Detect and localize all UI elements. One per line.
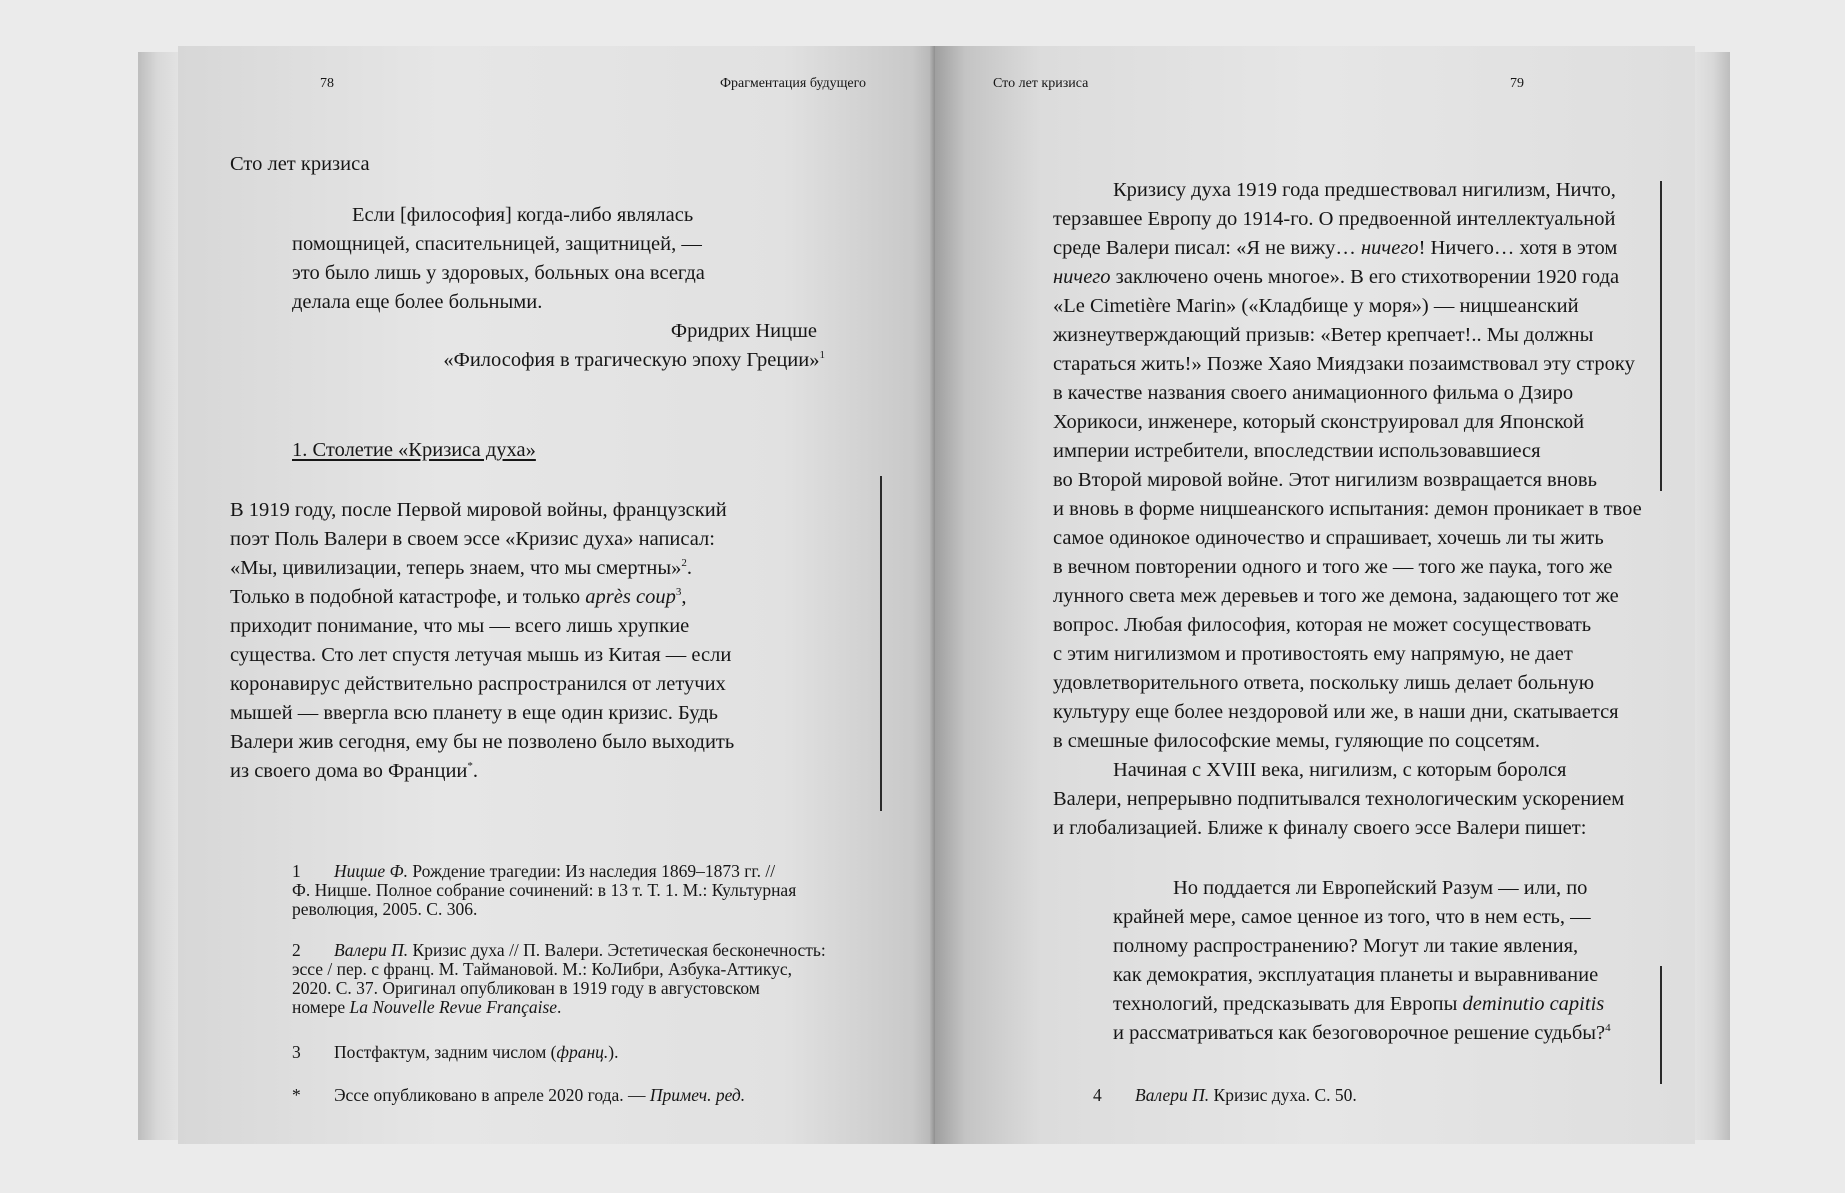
footnote-line: революция, 2005. С. 306. — [292, 899, 478, 919]
epigraph-line: Если [философия] когда-либо являлась — [352, 204, 694, 226]
body-line: «Le Cimetière Marin» («Кладбище у моря») — ницшеанский — [1053, 295, 1579, 317]
footnote-line: Эссе опубликовано в апреле 2020 года. — Примеч. ред. — [334, 1085, 746, 1105]
quote-line: крайней мере, самое ценное из того, что в нем есть, — — [1113, 906, 1591, 928]
body-line: в вечном повторении одного и того же — того же паука, того же — [1053, 556, 1613, 578]
footnote-mark: 4 — [1093, 1085, 1102, 1105]
running-head: Фрагментация будущего — [720, 76, 867, 91]
epigraph-line: делала еще более больными. — [292, 291, 543, 313]
body-line: из своего дома во Франции*. — [230, 760, 479, 782]
epigraph-line: помощницей, спасительницей, защитницей, — — [292, 233, 702, 255]
body-line: В 1919 году, после Первой мировой войны, французский — [230, 499, 727, 521]
epigraph-source: «Философия в трагическую эпоху Греции»$^1$ — [443, 349, 825, 371]
right-page — [935, 46, 1695, 1144]
body-line: самое одинокое одиночество и спрашивает, хочешь ли ты жить — [1053, 527, 1604, 549]
left-page — [178, 46, 935, 1144]
body-line: ничего заключено очень многое». В его стихотворении 1920 года — [1053, 266, 1620, 288]
body-line: и глобализацией. Ближе к финалу своего эссе Валери пишет: — [1053, 817, 1587, 839]
section-heading: 1. Столетие «Кризиса духа» — [292, 439, 536, 461]
body-line: жизнеутверждающий призыв: «Ветер крепчает!.. Мы должны — [1053, 324, 1594, 346]
footnote-ref: 4 — [1605, 1022, 1611, 1034]
body-line: существа. Сто лет спустя летучая мышь из Китая — если — [230, 644, 732, 666]
body-line: Валери жив сегодня, ему бы не позволено было выходить — [230, 731, 735, 753]
footnote-line: Постфактум, задним числом (франц.). — [334, 1042, 619, 1062]
body-line: коронавирус действительно распространился от летучих — [230, 673, 726, 695]
quote-line: и рассматриваться как безоговорочное решение судьбы?$^4$ — [1113, 1022, 1611, 1044]
chapter-title: Сто лет кризиса — [230, 153, 370, 175]
footnote-line: 2020. С. 37. Оригинал опубликован в 1919 году в августовском — [292, 978, 760, 998]
body-line: «Мы, цивилизации, теперь знаем, что мы смертны»$^2$. — [230, 557, 692, 579]
margin-rule — [880, 476, 882, 811]
footnote-line: Ницше Ф. Рождение трагедии: Из наследия 1869–1873 гг. // — [334, 861, 776, 881]
footnote-mark: 2 — [292, 940, 301, 960]
body-line: вопрос. Любая философия, которая не может сосуществовать — [1053, 614, 1592, 636]
body-line: лунного света меж деревьев и того же демона, задающего тот же — [1053, 585, 1619, 607]
page-number: 79 — [1510, 76, 1524, 91]
body-line: мышей — ввергла всю планету в еще один кризис. Будь — [230, 702, 718, 724]
body-line: Хорикоси, инженере, который сконструировал для Японской — [1053, 411, 1585, 433]
body-line: удовлетворительного ответа, поскольку лишь делает больную — [1053, 672, 1595, 694]
quote-line: полному распространению? Могут ли такие явления, — [1113, 935, 1579, 957]
epigraph-author: Фридрих Ницше — [670, 320, 817, 342]
page-number: 78 — [320, 76, 334, 91]
footnote-mark: 3 — [292, 1042, 301, 1062]
body-line: Начиная с XVIII века, нигилизм, с которым боролся — [1113, 759, 1567, 781]
footnote-mark: * — [292, 1085, 301, 1105]
footnote-mark: 1 — [292, 861, 301, 881]
margin-rule — [1660, 181, 1662, 491]
footnote-line: эссе / пер. с франц. М. Таймановой. М.: КоЛибри, Азбука-Аттикус, — [292, 959, 792, 979]
quote-line: технологий, предсказывать для Европы deminutio capitis — [1113, 993, 1605, 1015]
body-line: приходит понимание, что мы — всего лишь хрупкие — [230, 615, 690, 637]
footnote-line: Ф. Ницше. Полное собрание сочинений: в 13 т. Т. 1. М.: Культурная — [292, 880, 797, 900]
body-line: Валери, непрерывно подпитывался технологическим ускорением — [1053, 788, 1625, 810]
body-line: и вновь в форме ницшеанского испытания: демон проникает в твое — [1053, 498, 1642, 520]
body-line: в качестве названия своего анимационного фильма о Дзиро — [1053, 382, 1574, 404]
body-line: с этим нигилизмом и противостоять ему напрямую, не дает — [1053, 643, 1573, 665]
body-line: культуру еще более нездоровой или же, в наши дни, скатывается — [1053, 701, 1619, 723]
margin-rule — [1660, 966, 1662, 1084]
body-line: среде Валери писал: «Я не вижу… ничего! Ничего… хотя в этом — [1053, 237, 1618, 259]
quote-line: как демократия, эксплуатация планеты и выравнивание — [1113, 964, 1599, 986]
body-line: терзавшее Европу до 1914-го. О предвоенной интеллектуальной — [1053, 208, 1616, 230]
body-line: Кризису духа 1919 года предшествовал нигилизм, Ничто, — [1113, 179, 1616, 201]
body-line: Только в подобной катастрофе, и только après coup$^3$, — [230, 586, 687, 608]
quote-line: Но поддается ли Европейский Разум — или, по — [1173, 877, 1588, 899]
body-line: в смешные философские мемы, гуляющие по соцсетям. — [1053, 730, 1540, 752]
footnote-ref: 1 — [819, 349, 825, 361]
body-line: империи истребители, впоследствии использовавшиеся — [1053, 440, 1541, 462]
body-line: во Второй мировой войне. Этот нигилизм возвращается вновь — [1053, 469, 1597, 491]
body-line: стараться жить!» Позже Хаяо Миядзаки позаимствовал эту строку — [1053, 353, 1635, 375]
footnote-line: номере La Nouvelle Revue Française. — [292, 997, 562, 1017]
footnote-line: Валери П. Кризис духа. С. 50. — [1135, 1085, 1357, 1105]
body-line: поэт Поль Валери в своем эссе «Кризис духа» написал: — [230, 528, 715, 550]
footnote-line: Валери П. Кризис духа // П. Валери. Эстетическая бесконечность: — [334, 940, 826, 960]
running-head: Сто лет кризиса — [993, 76, 1089, 91]
epigraph-line: это было лишь у здоровых, больных она всегда — [292, 262, 705, 284]
